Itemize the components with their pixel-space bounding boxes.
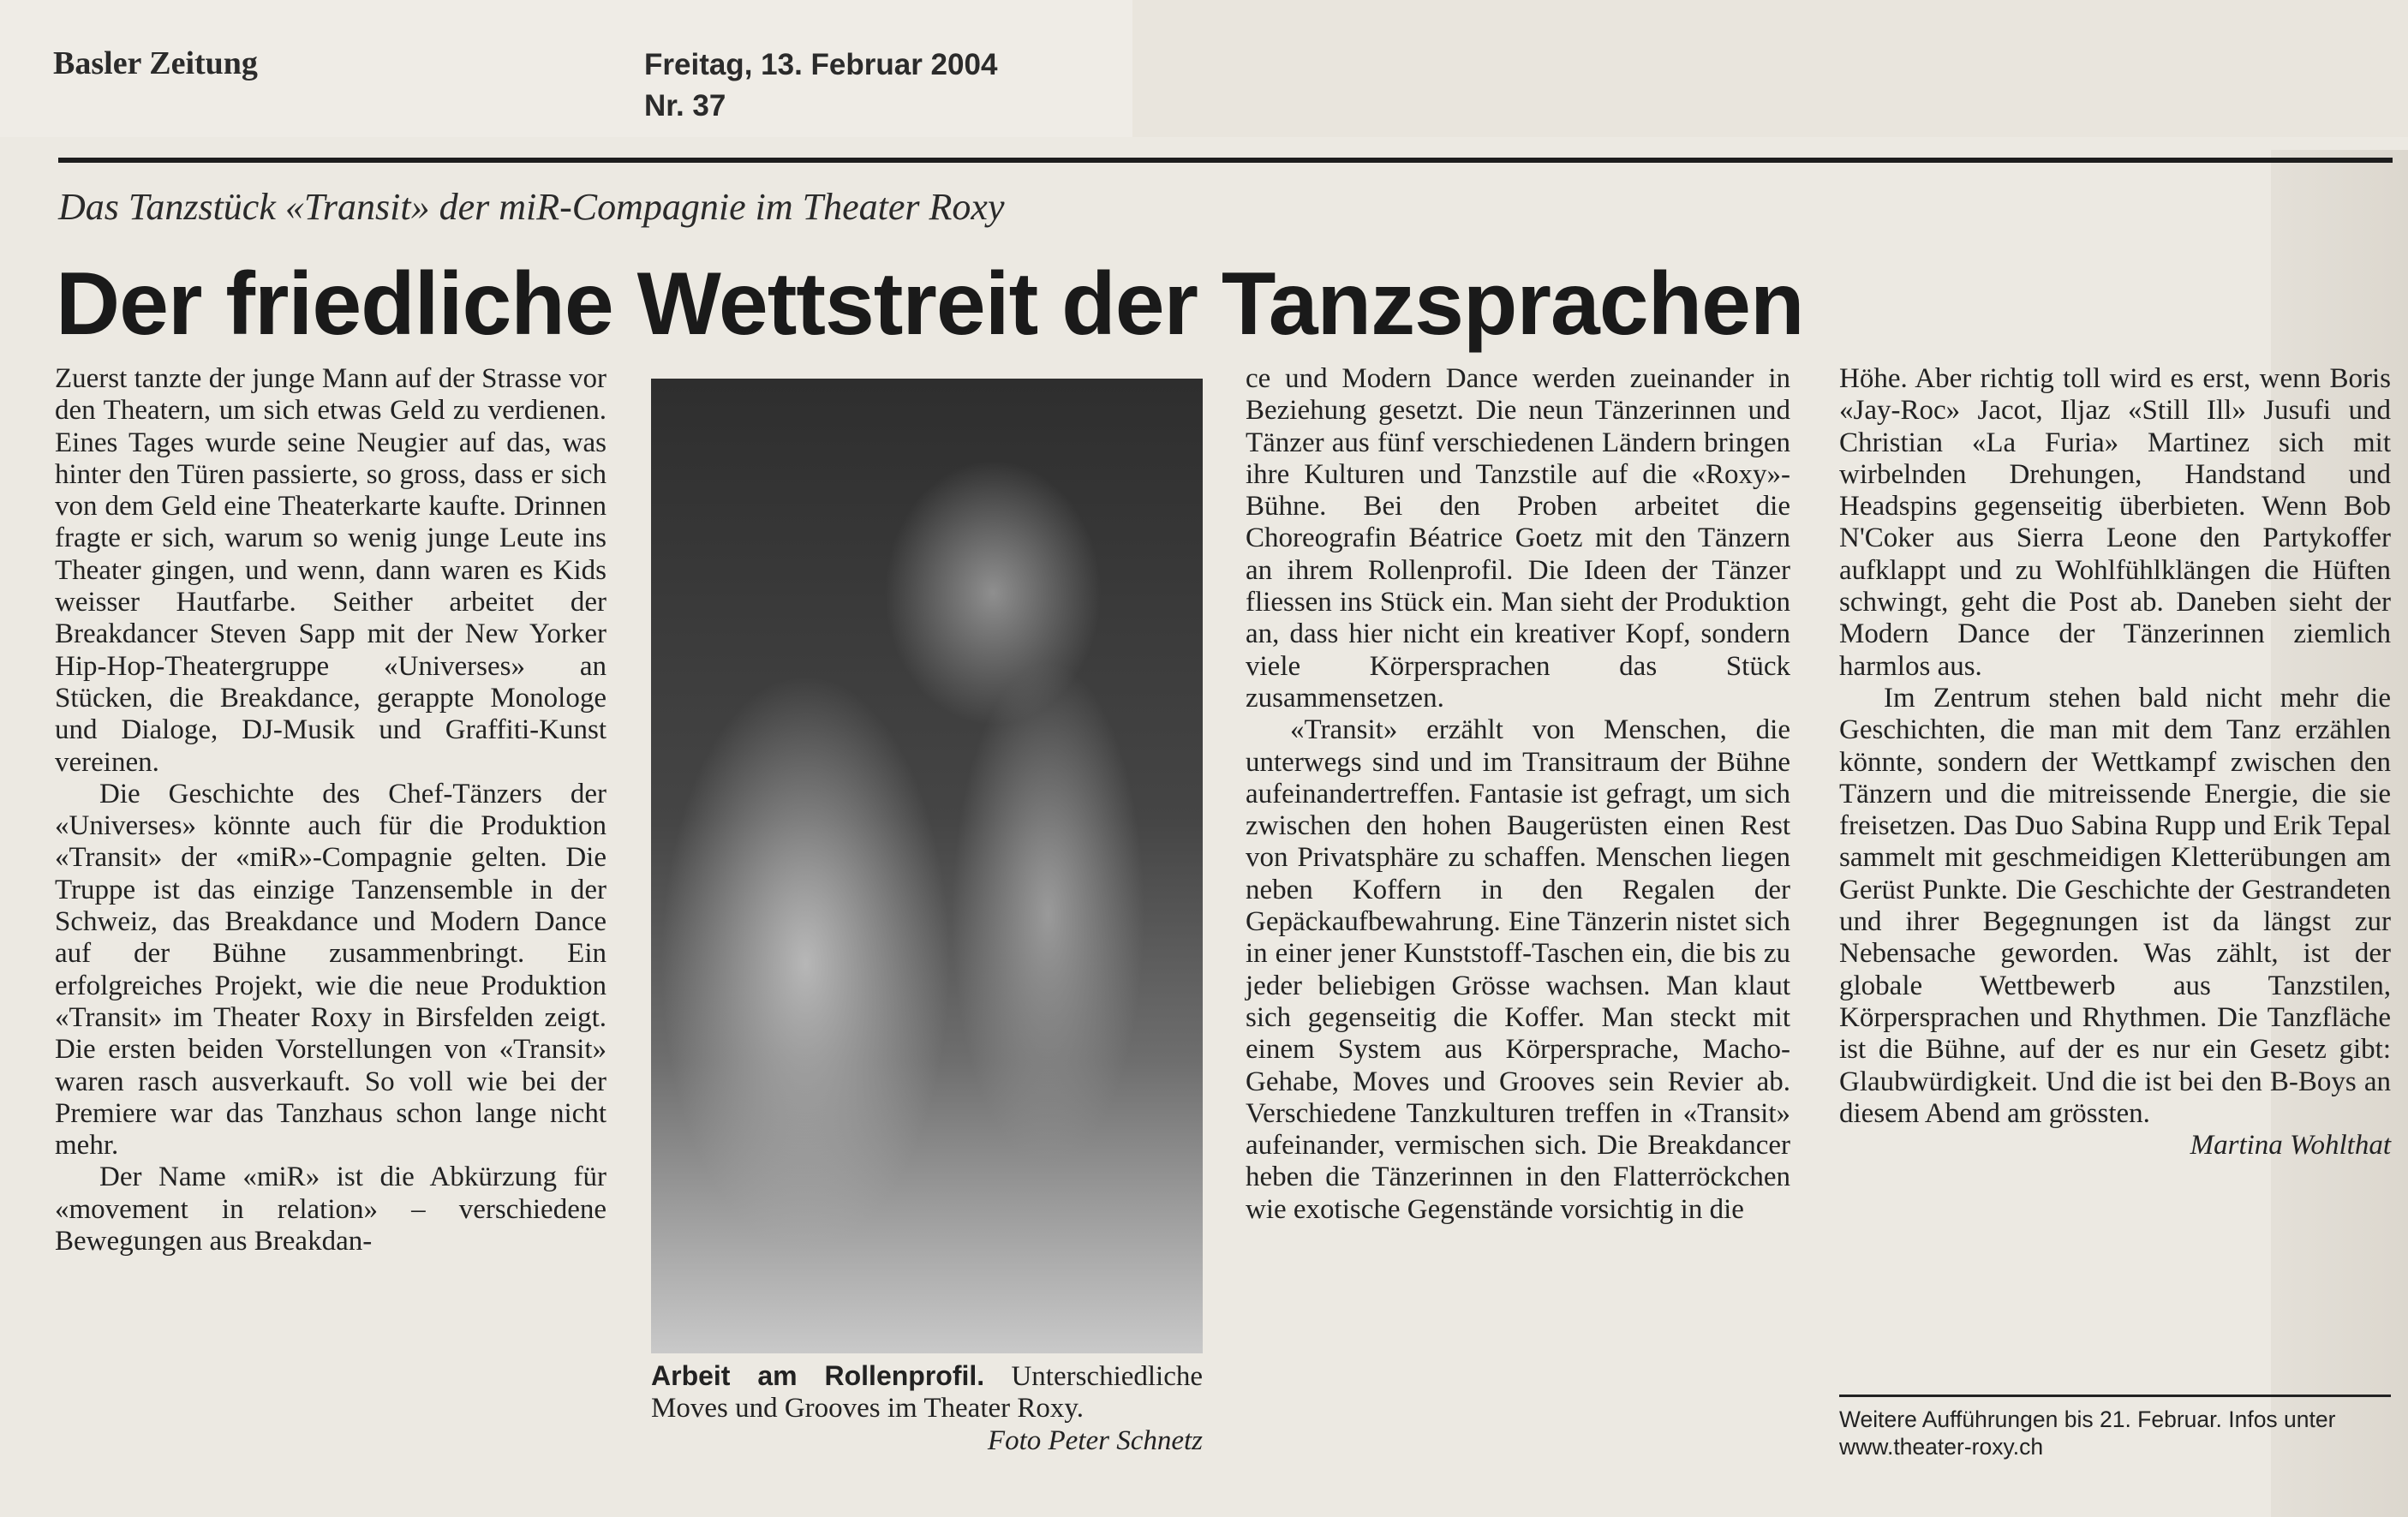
caption-text: Unterschiedliche Moves und Grooves im Theater Roxy. xyxy=(651,1361,1204,1424)
photo-caption xyxy=(651,1360,1203,1457)
dateline xyxy=(644,45,997,127)
publication-name: Basler Zeitung xyxy=(53,45,258,81)
paragraph: Im Zentrum stehen bald nicht mehr die Geschichten, die man mit dem Tanz erzählen könnte, sondern der Wettkampf zwischen den Tänzern und die mitreissende Energie, die sie freisetzen. Das Duo Sabina Rupp und Erik Tepal sammelt mit geschmeidigen Kletterübungen am Gerüst Punkte. Die Geschichte der Gestrandeten und ihrer Begegnungen ist da längst zur Nebensache geworden. Was zählt, ist der globale Wettbewerb aus Tanzstilen, Körpersprachen und Rhythmen. Die Tanzfläche ist die Bühne, auf der es nur ein Gesetz gibt: Glaubwürdigkeit. Und die ist bei den B-Boys an diesem Abend am grössten. xyxy=(1839,682,2391,1129)
paragraph: Die Geschichte des Chef-Tänzers der «Universes» könnte auch für die Produktion «Transit» der «miR»-Compagnie gelten. Die Truppe ist das einzige Tanzensemble in der Schweiz, das Breakdance und Modern Dance auf der Bühne zusammenbringt. Ein erfolgreiches Projekt, wie die neue Produktion «Transit» im Theater Roxy in Birsfelden zeigt. Die ersten beiden Vorstellungen von «Transit» waren rasch ausverkauft. So voll wie bei der Premiere war das Tanzhaus schon lange nicht mehr. xyxy=(55,778,606,1162)
top-rule xyxy=(58,158,2393,163)
dance-photo xyxy=(651,379,1203,1353)
article-column-3 xyxy=(1246,363,1790,1226)
paragraph: «Transit» erzählt von Menschen, die unterwegs sind und im Transitraum der Bühne aufeinandertreffen. Fantasie ist gefragt, um sich zwischen den hohen Baugerüsten einen Rest von Privatsphäre zu schaffen. Menschen liegen neben Koffern in den Regalen der Gepäckaufbewahrung. Eine Tänzerin nistet sich in einer jener Kunststoff-Taschen ein, die bis zu jeder beliebigen Grösse wachsen. Man klaut sich gegenseitig die Koffer. Man steckt mit einem System aus Körpersprache, Macho-Gehabe, Moves und Grooves sein Revier ab. Verschiedene Tanzkulturen treffen in «Transit» aufeinander, vermischen sich. Die Breakdancer heben die Tänzerinnen in den Flatterröckchen wie exotische Gegenstände vorsichtig in die xyxy=(1246,714,1790,1225)
article-column-4 xyxy=(1839,363,2391,1162)
performance-info: Weitere Aufführungen bis 21. Februar. Infos unter www.theater-roxy.ch xyxy=(1839,1395,2391,1460)
publication-date: Freitag, 13. Februar 2004 xyxy=(644,48,998,81)
photo-credit: Foto Peter Schnetz xyxy=(987,1424,1203,1456)
author-name: Martina Wohlthat xyxy=(2190,1130,2391,1162)
paragraph: Der Name «miR» ist die Abkürzung für «movement in relation» – verschiedene Bewegungen aus Breakdan- xyxy=(55,1162,606,1257)
article-kicker: Das Tanzstück «Transit» der miR-Compagnie im Theater Roxy xyxy=(58,186,1005,228)
paragraph: Höhe. Aber richtig toll wird es erst, wenn Boris «Jay-Roc» Jacot, Iljaz «Still Ill» Jusufi und Christian «La Furia» Martinez sich mit wirbelnden Drehungen, Handstand und Headspins gegenseitig überbieten. Wenn Bob N'Coker aus Sierra Leone den Partykoffer aufklappt und zu Wohlfühlklängen die Hüften schwingt, geht die Post ab. Daneben sieht der Modern Dance der Tänzerinnen ziemlich harmlos aus. xyxy=(1839,363,2391,682)
article-column-1 xyxy=(55,363,606,1257)
issue-number: Nr. 37 xyxy=(644,89,726,122)
article-headline: Der friedliche Wettstreit der Tanzsprachen xyxy=(56,254,1804,354)
paragraph: ce und Modern Dance werden zueinander in Beziehung gesetzt. Die neun Tänzerinnen und Tänzer aus fünf verschiedenen Ländern bringen ihre Kulturen und Tanzstile auf die «Roxy»-Bühne. Bei den Proben arbeitet die Choreografin Béatrice Goetz mit den Tänzern an ihrem Rollenprofil. Die Ideen der Tänzer fliessen ins Stück ein. Man sieht der Produktion an, dass hier nicht ein kreativer Kopf, sondern viele Körpersprachen das Stück zusammensetzen. xyxy=(1246,363,1790,714)
paragraph: Zuerst tanzte der junge Mann auf der Strasse vor den Theatern, um sich etwas Geld zu verdienen. Eines Tages wurde seine Neugier auf das, was hinter den Türen passierte, so gross, dass er sich von dem Geld eine Theaterkarte kaufte. Drinnen fragte er sich, warum so wenig junge Leute ins Theater gingen, und wenn, dann waren es Kids weisser Hautfarbe. Seither arbeitet der Breakdancer Steven Sapp mit der New Yorker Hip-Hop-Theatergruppe «Universes» an Stücken, die Breakdance, gerappte Monologe und Dialoge, DJ-Musik und Graffiti-Kunst vereinen. xyxy=(55,363,606,778)
caption-title: Arbeit am Rollenprofil. xyxy=(651,1360,985,1391)
